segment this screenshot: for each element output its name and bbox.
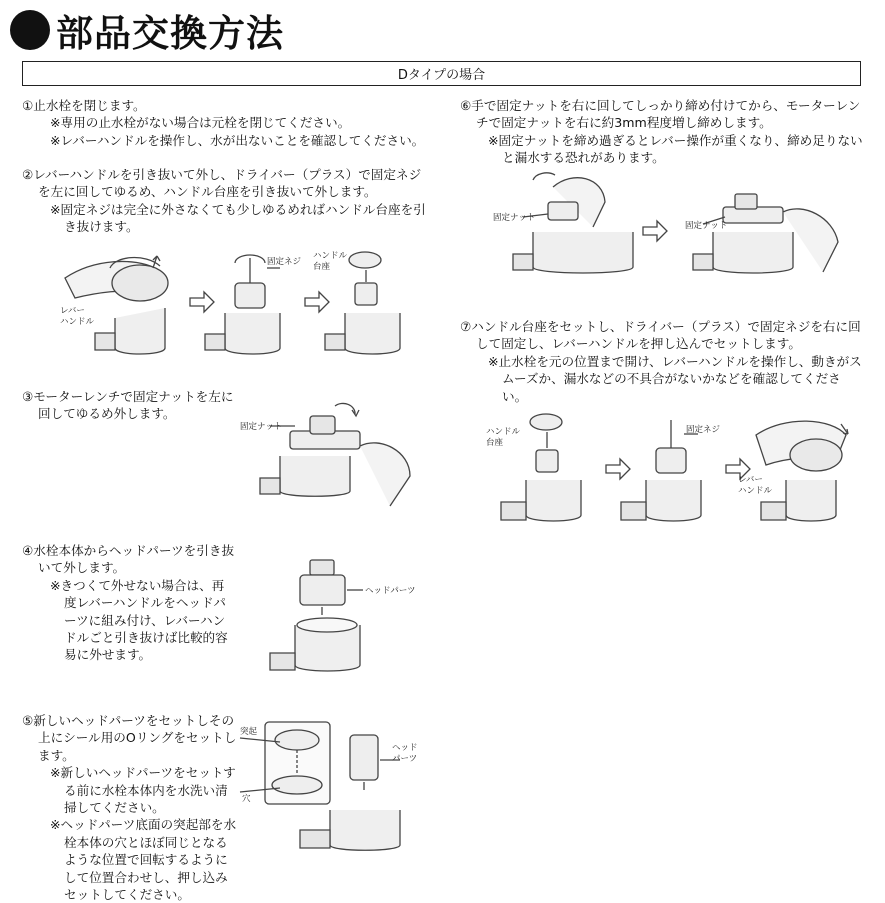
step-3 (22, 388, 237, 423)
label-head-parts-a: ヘッドパーツ (365, 586, 416, 596)
step-1-heading: ①止水栓を閉じます。 (22, 98, 146, 113)
figure-step-6 (493, 172, 863, 302)
step-5-heading: ⑤新しいヘッドパーツをセットしその上にシール用のOリングをセットします。 (22, 713, 237, 763)
label-head-parts-b2: パーツ (392, 754, 418, 764)
figure-step-5 (240, 720, 440, 860)
step-7-heading: ⑦ハンドル台座をセットし、ドライバー（プラス）で固定ネジを右に回して固定し、レバーハンドルを押し込んでセットします。 (460, 319, 861, 352)
label-fixing-nut-c: 固定ナット (685, 221, 728, 231)
step-5-note-2: ※ヘッドパーツ底面の突起部を水栓本体の穴とほぼ同じとなるような位置で回転するようにして位置合わせし、押し込みセットしてください。 (50, 817, 237, 903)
label-lever-handle-1: レバー (60, 306, 85, 316)
step-5-note-1: ※新しいヘッドパーツをセットする前に水栓本体内を水洗い清掃してください。 (50, 765, 236, 816)
step-4-heading: ④水栓本体からヘッドパーツを引き抜いて外します。 (22, 543, 235, 576)
figure-step-3 (240, 396, 420, 516)
label-fixing-screw-a: 固定ネジ (267, 257, 302, 267)
figure-step-7 (486, 410, 864, 540)
label-head-parts-b1: ヘッド (392, 743, 418, 753)
step-2-note-1: ※固定ネジは完全に外さなくても少しゆるめればハンドル台座を引き抜けます。 (50, 201, 426, 235)
step-2-heading: ②レバーハンドルを引き抜いて外し、ドライバー（プラス）で固定ネジを左に回してゆるめ、ハンドル台座を引き抜いて外します。 (22, 167, 422, 200)
step-3-heading: ③モーターレンチで固定ナットを左に回してゆるめ外します。 (22, 389, 234, 422)
label-lever-handle-b2: ハンドル (738, 486, 773, 496)
step-1-note-2: ※レバーハンドルを操作し、水が出ないことを確認してください。 (50, 132, 425, 148)
label-fixing-nut-b: 固定ナット (493, 213, 536, 223)
step-6-note-1: ※固定ナットを締め過ぎるとレバー操作が重くなり、締め足りないと漏水する恐れがあります。 (488, 132, 863, 166)
step-7 (460, 318, 865, 405)
label-lever-handle-2: ハンドル (60, 317, 95, 327)
label-protrusion: 突起 (240, 727, 258, 737)
label-fixing-nut-a: 固定ナット (240, 422, 283, 432)
label-handle-base-b1: ハンドル (486, 427, 521, 437)
step-4-note-1: ※きつくて外せない場合は、再度レバーハンドルをヘッドパーツに組み付け、レバーハンドルごと引き抜けば比較的容易に外せます。 (50, 577, 228, 663)
label-fixing-screw-b: 固定ネジ (686, 425, 721, 435)
step-2 (22, 166, 432, 236)
label-hole: 穴 (242, 794, 251, 804)
step-1-note-1: ※専用の止水栓がない場合は元栓を閉じてください。 (50, 115, 351, 131)
page-title (10, 6, 284, 54)
step-4 (22, 542, 236, 664)
title-text: 部品交換方法 (56, 12, 284, 55)
label-handle-base-a2: 台座 (313, 262, 331, 272)
label-lever-handle-b1: レバー (738, 475, 763, 485)
figure-step-4 (265, 555, 435, 690)
figure-step-2 (55, 238, 435, 373)
label-handle-base-b2: 台座 (486, 438, 504, 448)
step-1 (22, 97, 427, 149)
step-7-note-1: ※止水栓を元の位置まで開け、レバーハンドルを操作し、動きがスムーズか、漏水などの不具合がないかなどを確認してください。 (488, 353, 862, 404)
step-6 (460, 97, 865, 167)
label-handle-base-a1: ハンドル (313, 251, 348, 261)
step-5 (22, 712, 237, 903)
bullet-dot-icon (10, 10, 50, 50)
step-6-heading: ⑥手で固定ナットを右に回してしっかり締め付けてから、モーターレンチで固定ナットを右に約3mm程度増し締めします。 (460, 98, 861, 131)
section-band: Dタイプの場合 (22, 61, 861, 86)
